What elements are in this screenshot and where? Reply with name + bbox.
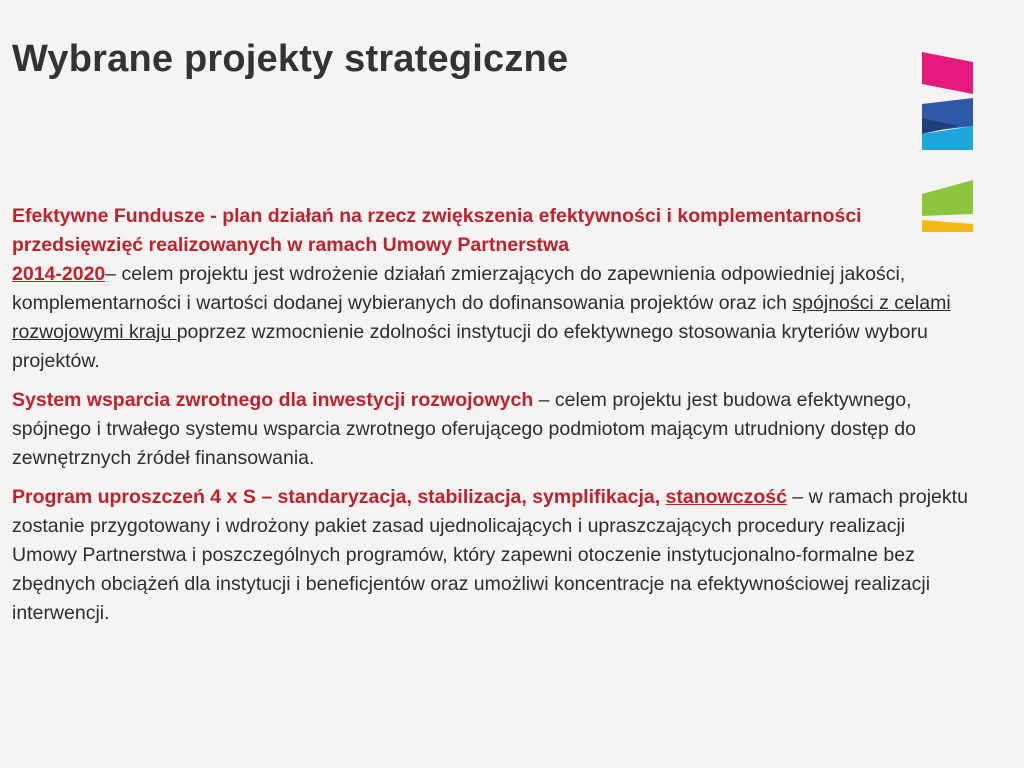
paragraph-2-text: – celem projektu jest budowa efektywnego, spójnego i trwałego systemu wsparcia zwrotnego oferującego podmiotom mającym utrudniony dostęp do zewnętrznych źródeł finansowania. [12, 389, 916, 469]
paragraph-3-text: – w ramach projektu zostanie przygotowany i wdrożony pakiet zasad ujednolicających i upraszczających procedury realizacji Umowy Partnerstwa i poszczególnych programów, który zapewni otoczenie instytucjonalno-formalne bez zbędnych obciążeń dla instytucji i beneficjentów oraz umożliwi koncentracje na efektywnościowej realizacji interwencji. [12, 486, 968, 624]
paragraph-2-heading: System wsparcia zwrotnego dla inwestycji rozwojowych [12, 389, 534, 411]
paragraph-1-text-a: – celem projektu jest wdrożenie działań zmierzających do zapewnienia odpowiedniej jakości, komplementarności i wartości dodanej wybieranych do dofinansowania projektów oraz ich [12, 263, 906, 314]
paragraph-program-uproszczen [12, 483, 972, 628]
paragraph-efektywne-fundusze [12, 202, 972, 376]
paragraph-system-wsparcia [12, 386, 972, 473]
paragraph-1-years: 2014-2020 [12, 263, 106, 285]
slide-content [12, 202, 972, 638]
paragraph-3-heading-a: Program uproszczeń 4 x S – standaryzacja, stabilizacja, symplifikacja, [12, 486, 666, 508]
paragraph-3-heading-b: stanowczość [665, 486, 787, 508]
paragraph-1-underlined: spójności z celami rozwojowymi kraju [12, 292, 951, 343]
paragraph-1-heading: Efektywne Fundusze - plan działań na rzecz zwiększenia efektywności i komplementarności przedsięwzięć realizowanych w ramach Umowy Partnerstwa [12, 205, 862, 256]
deco-magenta-shape [922, 52, 973, 94]
paragraph-1-text-b: poprzez wzmocnienie zdolności instytucji do efektywnego stosowania kryteriów wyboru projektów. [12, 321, 928, 372]
slide-title: Wybrane projekty strategiczne [12, 38, 569, 80]
